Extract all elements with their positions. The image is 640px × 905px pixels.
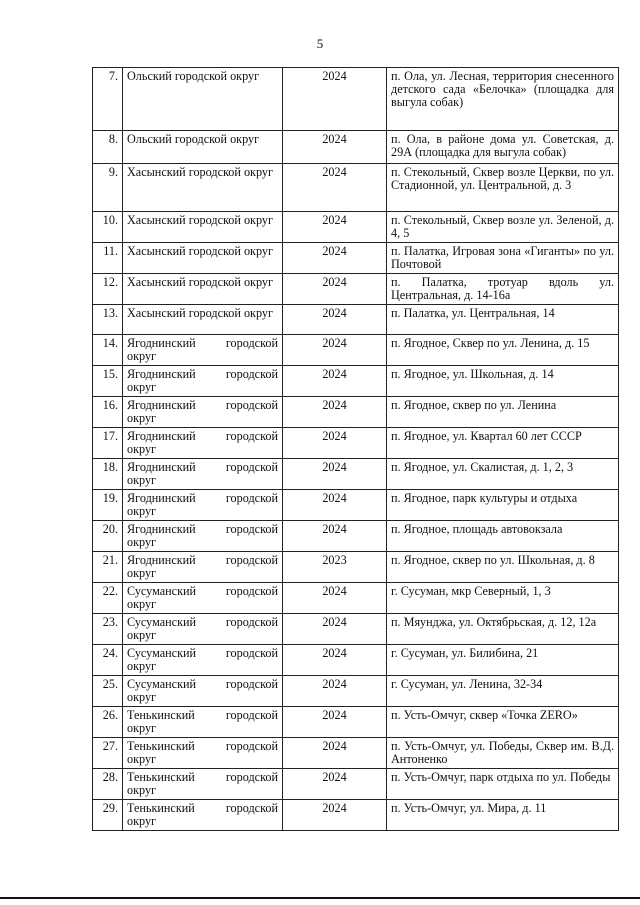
year-cell: 2024 [283,212,387,243]
address-cell: п. Ягодное, сквер по ул. Ленина [387,397,619,428]
year-cell: 2024 [283,738,387,769]
year-cell: 2024 [283,243,387,274]
address-cell: п. Усть-Омчуг, ул. Победы, Сквер им. В.Д. Антоненко [387,738,619,769]
year-cell: 2024 [283,769,387,800]
district-cell: Хасынский городской округ [123,212,283,243]
district-cell: Ягоднинский городской округ [123,366,283,397]
table-row [93,243,619,274]
address-cell: г. Сусуман, ул. Ленина, 32-34 [387,676,619,707]
table-row [93,335,619,366]
row-number: 28. [93,769,123,800]
year-cell: 2024 [283,335,387,366]
address-cell: п. Стекольный, Сквер возле Церкви, по ул. Стадионной, ул. Центральной, д. 3 [387,164,619,212]
row-number: 24. [93,645,123,676]
district-cell: Ягоднинский городской округ [123,335,283,366]
row-number: 23. [93,614,123,645]
row-number: 26. [93,707,123,738]
table-row [93,305,619,335]
district-cell: Хасынский городской округ [123,243,283,274]
table-row [93,490,619,521]
district-cell: Сусуманский городской округ [123,676,283,707]
district-cell: Сусуманский городской округ [123,645,283,676]
address-cell: п. Ягодное, площадь автовокзала [387,521,619,552]
year-cell: 2024 [283,68,387,131]
district-cell: Хасынский городской округ [123,305,283,335]
row-number: 11. [93,243,123,274]
year-cell: 2024 [283,583,387,614]
address-cell: п. Палатка, Игровая зона «Гиганты» по ул. Почтовой [387,243,619,274]
year-cell: 2024 [283,428,387,459]
year-cell: 2024 [283,800,387,831]
year-cell: 2024 [283,676,387,707]
table-row [93,800,619,831]
address-cell: п. Ягодное, ул. Скалистая, д. 1, 2, 3 [387,459,619,490]
address-cell: п. Ола, в районе дома ул. Советская, д. 29А (площадка для выгула собак) [387,131,619,164]
district-cell: Ольский городской округ [123,131,283,164]
row-number: 18. [93,459,123,490]
table-row [93,366,619,397]
address-cell: п. Усть-Омчуг, парк отдыха по ул. Победы [387,769,619,800]
table-row [93,738,619,769]
table-row [93,212,619,243]
table-row [93,459,619,490]
address-cell: г. Сусуман, мкр Северный, 1, 3 [387,583,619,614]
district-cell: Ольский городской округ [123,68,283,131]
address-cell: п. Усть-Омчуг, ул. Мира, д. 11 [387,800,619,831]
address-cell: п. Ола, ул. Лесная, территория снесенного детского сада «Белочка» (площадка для выгула собак) [387,68,619,131]
row-number: 9. [93,164,123,212]
address-cell: п. Усть-Омчуг, сквер «Точка ZERO» [387,707,619,738]
table-row [93,521,619,552]
year-cell: 2023 [283,552,387,583]
address-cell: п. Палатка, ул. Центральная, 14 [387,305,619,335]
address-cell: п. Ягодное, ул. Школьная, д. 14 [387,366,619,397]
table-row [93,583,619,614]
year-cell: 2024 [283,645,387,676]
year-cell: 2024 [283,459,387,490]
table-row [93,676,619,707]
district-cell: Ягоднинский городской округ [123,552,283,583]
address-cell: п. Ягодное, ул. Квартал 60 лет СССР [387,428,619,459]
row-number: 29. [93,800,123,831]
objects-table [92,67,619,831]
year-cell: 2024 [283,274,387,305]
district-cell: Ягоднинский городской округ [123,428,283,459]
district-cell: Тенькинский городской округ [123,800,283,831]
row-number: 10. [93,212,123,243]
row-number: 19. [93,490,123,521]
address-cell: п. Ягодное, Сквер по ул. Ленина, д. 15 [387,335,619,366]
row-number: 14. [93,335,123,366]
district-cell: Сусуманский городской округ [123,583,283,614]
table-row [93,707,619,738]
address-cell: п. Ягодное, сквер по ул. Школьная, д. 8 [387,552,619,583]
district-cell: Сусуманский городской округ [123,614,283,645]
table-row [93,164,619,212]
year-cell: 2024 [283,131,387,164]
address-cell: г. Сусуман, ул. Билибина, 21 [387,645,619,676]
table-row [93,769,619,800]
address-cell: п. Палатка, тротуар вдоль ул. Центральная, д. 14-16а [387,274,619,305]
objects-table-body [93,68,619,831]
district-cell: Тенькинский городской округ [123,707,283,738]
year-cell: 2024 [283,707,387,738]
table-row [93,614,619,645]
row-number: 7. [93,68,123,131]
page-number: 5 [316,36,324,51]
row-number: 20. [93,521,123,552]
table-row [93,68,619,131]
district-cell: Ягоднинский городской округ [123,397,283,428]
bottom-divider [0,897,640,899]
table-row [93,274,619,305]
row-number: 12. [93,274,123,305]
district-cell: Ягоднинский городской округ [123,521,283,552]
district-cell: Тенькинский городской округ [123,769,283,800]
address-cell: п. Стекольный, Сквер возле ул. Зеленой, д. 4, 5 [387,212,619,243]
row-number: 16. [93,397,123,428]
row-number: 25. [93,676,123,707]
row-number: 15. [93,366,123,397]
row-number: 17. [93,428,123,459]
year-cell: 2024 [283,366,387,397]
table-row [93,131,619,164]
district-cell: Хасынский городской округ [123,164,283,212]
row-number: 8. [93,131,123,164]
year-cell: 2024 [283,397,387,428]
district-cell: Ягоднинский городской округ [123,490,283,521]
year-cell: 2024 [283,614,387,645]
row-number: 27. [93,738,123,769]
row-number: 21. [93,552,123,583]
row-number: 13. [93,305,123,335]
year-cell: 2024 [283,521,387,552]
table-row [93,397,619,428]
address-cell: п. Ягодное, парк культуры и отдыха [387,490,619,521]
table-row [93,552,619,583]
table-row [93,428,619,459]
address-cell: п. Мяунджа, ул. Октябрьская, д. 12, 12а [387,614,619,645]
district-cell: Тенькинский городской округ [123,738,283,769]
district-cell: Хасынский городской округ [123,274,283,305]
row-number: 22. [93,583,123,614]
year-cell: 2024 [283,305,387,335]
table-row [93,645,619,676]
year-cell: 2024 [283,490,387,521]
district-cell: Ягоднинский городской округ [123,459,283,490]
year-cell: 2024 [283,164,387,212]
